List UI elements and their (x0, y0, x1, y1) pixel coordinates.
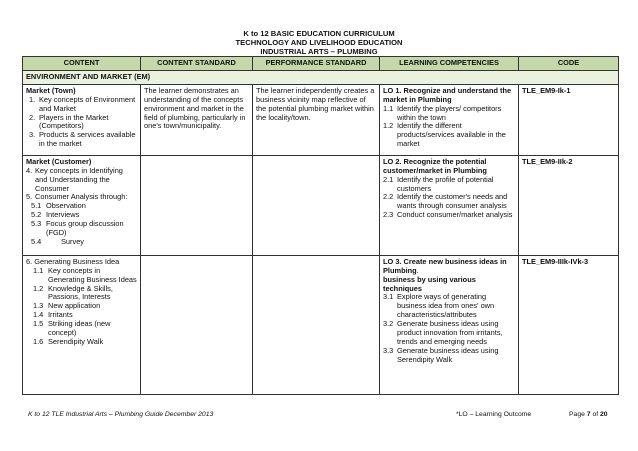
content-standard-cell (141, 155, 253, 255)
item-number: 1.4 (33, 310, 44, 320)
col-header-performance-standard: PERFORMANCE STANDARD (253, 57, 380, 71)
code-cell: TLE_EM9-Ik-1 (519, 84, 619, 155)
footer-guide-title: K to 12 TLE Industrial Arts – Plumbing Guide December 2013 (28, 411, 214, 418)
item-number: 1.2 (33, 283, 44, 293)
content-title: Market (Customer) (26, 156, 92, 166)
item-text: Observation (46, 201, 86, 211)
item-text: Key concepts in Identifying and Understanding the Consumer (35, 165, 123, 193)
list-item (26, 320, 137, 338)
performance-standard-cell (253, 255, 380, 394)
list-item (383, 105, 515, 123)
item-text: Serendipity Walk (48, 336, 104, 346)
content-title: 6. Generating Business Idea (26, 256, 120, 266)
competencies-cell (380, 255, 519, 394)
item-number: 5.2 (31, 210, 42, 220)
competencies-cell (380, 84, 519, 155)
table-row (23, 84, 619, 155)
item-text: Focus group discussion (FGD) (46, 219, 124, 238)
list-item (26, 285, 137, 303)
item-text: Knowledge & Skills, Passions, Interests (48, 283, 113, 302)
competencies-cell (380, 155, 519, 255)
item-text: New application (48, 301, 101, 311)
lo-title-continuation: business by using various techniques (383, 274, 476, 293)
lo-title-period: . (416, 265, 419, 275)
section-row (23, 70, 619, 84)
page-of: of (592, 411, 599, 418)
item-number: 2. (29, 112, 36, 122)
lo-title: LO 1. Recognize and understand the market in Plumbing (383, 85, 512, 104)
page-current: 7 (586, 411, 591, 418)
doc-title: K to 12 BASIC EDUCATION CURRICULUM (243, 29, 395, 38)
list-item (383, 293, 515, 320)
item-number: 5.1 (31, 201, 42, 211)
item-number: 3.3 (383, 345, 394, 355)
list-item (26, 202, 137, 211)
item-number: 1.1 (383, 103, 394, 113)
section-title: ENVIRONMENT AND MARKET (EM) (23, 70, 619, 84)
item-text: Identify the different products/services available in the market (397, 121, 506, 149)
page-total: 20 (600, 411, 608, 418)
item-text: Key concepts in Generating Business Ideas (48, 265, 137, 284)
list-item (383, 193, 515, 211)
curriculum-table (22, 56, 619, 395)
code-cell: TLE_EM9-IIk-2 (519, 155, 619, 255)
item-text: Survey (61, 236, 85, 246)
table-header-row (23, 57, 619, 71)
item-text: Irritants (48, 310, 73, 320)
item-number: 1. (29, 94, 36, 104)
col-header-learning-competencies: LEARNING COMPETENCIES (380, 57, 519, 71)
item-number: 1.5 (33, 319, 44, 329)
col-header-code: CODE (519, 57, 619, 71)
list-item (26, 167, 137, 194)
col-header-content: CONTENT (23, 57, 141, 71)
content-cell (23, 84, 141, 155)
lo-title: LO 2. Recognize the potential customer/market in Plumbing (383, 156, 487, 175)
list-item (383, 122, 515, 149)
item-number: 1.3 (33, 301, 44, 311)
content-cell (23, 155, 141, 255)
list-item (26, 338, 137, 347)
item-number: 3.2 (383, 319, 394, 329)
item-text: Consumer Analysis through: (35, 192, 128, 202)
content-standard-cell (141, 255, 253, 394)
page-prefix: Page (569, 411, 585, 418)
list-item (383, 176, 515, 194)
item-text: Identify the players/ competitors within the town (397, 103, 502, 122)
item-number: 1.2 (383, 121, 394, 131)
item-number: 2.1 (383, 174, 394, 184)
list-item (26, 114, 137, 132)
lo-title-main: LO 3. Create new business ideas in Plumbing (383, 256, 507, 275)
col-header-content-standard: CONTENT STANDARD (141, 57, 253, 71)
item-number: 3. (29, 130, 36, 140)
item-number: 2.3 (383, 210, 394, 220)
table-row (23, 255, 619, 394)
table-row (23, 155, 619, 255)
doc-subtitle: TECHNOLOGY AND LIVELIHOOD EDUCATION (235, 38, 403, 47)
item-text: Identify the customer's needs and wants through consumer analysis (397, 192, 508, 211)
item-text: Generate business ideas using Serendipity Walk (397, 345, 499, 364)
item-number: 1.1 (33, 265, 44, 275)
item-number: 4. (26, 165, 33, 175)
code-cell: TLE_EM9-IIIk-IVk-3 (519, 255, 619, 394)
item-text: Conduct consumer/market analysis (397, 210, 513, 220)
item-text: Striking ideas (new concept) (48, 319, 111, 338)
performance-standard-cell (253, 155, 380, 255)
item-text: Players in the Market (Competitors) (39, 112, 109, 131)
item-text: Explore ways of generating business idea from ones' own characteristics/attributes (397, 292, 495, 320)
list-item (26, 238, 137, 247)
content-cell (23, 255, 141, 394)
item-number: 1.6 (33, 336, 44, 346)
performance-standard-cell: The learner independently creates a business vicinity map reflective of the potential plumbing market within the locality/town. (253, 84, 380, 155)
doc-subject: INDUSTRIAL ARTS – PLUMBING (260, 47, 378, 56)
list-item (26, 267, 137, 285)
list-item (383, 347, 515, 365)
list-item (26, 131, 137, 149)
footer-page-number (569, 411, 608, 418)
content-title: Market (Town) (26, 85, 76, 95)
list-item (26, 96, 137, 114)
item-text: Identify the profile of potential customers (397, 174, 494, 193)
list-item (383, 211, 515, 220)
item-number: 5.3 (31, 219, 42, 229)
list-item (26, 220, 137, 238)
item-number: 5.4 (31, 236, 42, 246)
item-text: Interviews (46, 210, 80, 220)
list-item (383, 320, 515, 347)
footer-lo-note: *LO – Learning Outcome (456, 411, 532, 418)
item-text: Products & services available in the market (39, 130, 136, 149)
item-number: 2.2 (383, 192, 394, 202)
item-text: Generate business ideas using product innovation from irritants, trends and emerging needs (397, 319, 503, 346)
item-number: 3.1 (383, 292, 394, 302)
content-standard-cell: The learner demonstrates an understanding of the concepts environment and market in the field of plumbing, particularly in one's town/municipality. (141, 84, 253, 155)
item-text: Key concepts of Environment and Market (39, 94, 136, 113)
lo-title (383, 258, 515, 276)
item-number: 5. (26, 192, 33, 202)
